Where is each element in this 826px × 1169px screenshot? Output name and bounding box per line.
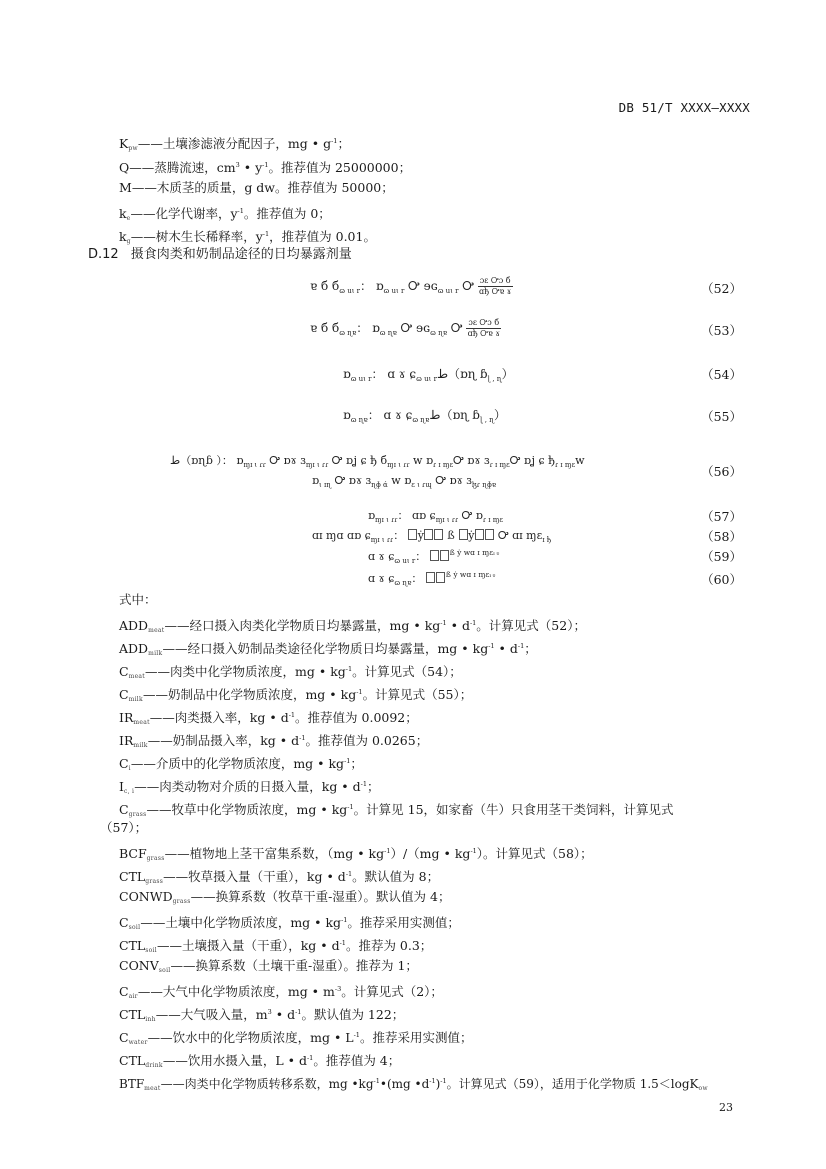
missing-glyph-icon <box>436 572 445 583</box>
definition-conwd-grass: $CONWD_{grass}——$换算系数（牧草干重-湿重）。默认值为 4； <box>119 889 451 905</box>
definition-ctl-drink: $CTL_{drink}——$饮用水摄入量，L • $d^{-1}$。推荐值为 4； <box>119 1053 401 1069</box>
missing-glyph-icon <box>424 529 433 540</box>
equation-56-line-1: ط（ɒɳɓ ）： ɒ$_{ɱɪ ɩ ɾɾ}$ Ꭴ ɒɤ ɜ$_{ɱɪ ɩ ɾɾ}$ Ꭴ ɒʝ ɕ ђ $б_{ɱɪ ɩ ɾɾ}$ w ɒ$_{ɾ ɪ ɱɛ}$Ꭴ ɒɤ ɜ$_{ɾ ɪ ɱɛ}$Ꭴ ɒʝ ɕ $ђ_{ɾ ɪ ɱɛ}w$ <box>170 454 585 469</box>
missing-glyph-icon <box>475 529 484 540</box>
definition-c-meat: $C_{meat}——$肉类中化学物质浓度，mg • $kg^{-1}$。计算见式（54）； <box>119 664 462 680</box>
equation-number: （57） <box>701 509 742 524</box>
equation-number: （58） <box>701 529 742 544</box>
definition-kpw: $K_{pw}——$土壤渗滤液分配因子，mg • $g^{-1}$； <box>119 136 350 152</box>
missing-glyph-icon <box>426 572 435 583</box>
missing-glyph-icon <box>440 550 449 561</box>
definition-ctl-grass: $CTL_{grass}——$牧草摄入量（干重），kg • $d^{-1}$。默认值为 8； <box>119 869 440 885</box>
document-id-header: DB 51/T XXXX—XXXX <box>618 100 750 115</box>
section-heading: D.12 摄食肉类和奶制品途径的日均暴露剂量 <box>88 247 352 262</box>
equation-number: （59） <box>701 549 742 564</box>
missing-glyph-icon <box>430 550 439 561</box>
definition-c-water: $C_{water}——$饮水中的化学物质浓度，mg • $L^{-1}$。推荐采用实测值； <box>119 1030 473 1046</box>
equation-53: ɐ б $б_{ɷ ɳɐ}$： ɒ$_{ɷ ɳɐ}$ Ꭴ ɘɢ$_{ɷ ɳɐ}$ Ꭴ $\frac{\text{ɔɛ Ꭴɔ б}}{\text{ɑђ Ꭴɐ ɤ}}$ <box>310 318 500 338</box>
missing-glyph-icon <box>459 529 468 540</box>
equation-59: ɑ ɤ ɕ$_{ɷ uɩ r}$： $^{ß ẏ wɑ ɪ ɱɛɪ ʬ}$ <box>368 548 500 565</box>
definition-bcf-grass: $BCF_{grass}——$植物地上茎干富集系数，（mg • $kg^{-1})/(mg$ • $kg^{-1}$）。计算见式（58）； <box>119 846 593 862</box>
definition-c-grass: $C_{grass}——$牧草中化学物质浓度，mg • $kg^{-1}$。计算见 15，如家畜（牛）只食用茎干类饲料，计算见式 <box>119 802 674 818</box>
fraction: $\frac{\text{ɔɛ Ꭴɔ б}}{\text{ɑђ Ꭴɐ ɤ}}$ <box>479 276 512 296</box>
page-number: 23 <box>719 1101 733 1114</box>
definition-i-ci: $I_{c, i}——$肉类动物对介质的日摄入量，kg • $d^{-1}$； <box>119 779 380 795</box>
definition-c-i: $C_i——$介质中的化学物质浓度，mg • $kg^{-1}$； <box>119 756 363 772</box>
missing-glyph-icon <box>434 529 443 540</box>
missing-glyph-icon <box>408 529 417 540</box>
definition-kg: $k_g——$树木生长稀释率，$y^{-1}$，推荐值为 0.01。 <box>119 229 376 245</box>
where-label: 式中： <box>119 592 157 607</box>
equation-55: ɒ$_{ɷ ɳɐ}$： ɑ ɤ ɕ$_{ɷ ɳɐ}$ط（ɒɳ ɓ$_{ɭ , ɳ}$） <box>343 408 507 424</box>
definition-btf-meat: $BTF_{meat}——$肉类中化学物质转移系数，mg $•kg^{-1}•(mg$ $•d^{-1})^{-1}$。计算见式（59），适用于化学物质 1.5＜logK$_{ow}$ <box>119 1077 708 1092</box>
definition-q: Q——蒸腾流速，$cm^3$ • $y^{-1}$。推荐值为 25000000； <box>119 160 412 175</box>
definition-c-grass-continued: （57）； <box>100 820 148 835</box>
definition-c-air: $C_{air}——$大气中化学物质浓度，mg • $m^{-3}$。计算见式（2）； <box>119 984 443 1000</box>
equation-number: （55） <box>701 409 742 424</box>
definition-m: M——木质茎的质量，g dw。推荐值为 50000； <box>119 180 394 195</box>
equation-number: （54） <box>701 367 742 382</box>
equation-number: （56） <box>701 464 742 479</box>
definition-add-milk: $ADD_{milk}——$经口摄入奶制品类途径化学物质日均暴露量，mg • $kg^{-1}$ • $d^{-1}$； <box>119 641 537 657</box>
equation-54: ɒ$_{ɷ uɩ r}$： ɑ ɤ ɕ$_{ɷ uɩ r}$ط（ɒɳ ɓ$_{ɭ , ɳ}$） <box>343 367 514 383</box>
equation-60: ɑ ɤ ɕ$_{ɷ ɳɐ}$： $^{ß ẏ wɑ ɪ ɱɛɪ ʬ}$ <box>368 570 496 587</box>
equation-number: （52） <box>701 281 742 296</box>
definition-ir-milk: $IR_{milk}——$奶制品摄入率，kg • $d^{-1}$。推荐值为 0.0265； <box>119 733 429 749</box>
definition-c-milk: $C_{milk}——$奶制品中化学物质浓度，mg • $kg^{-1}$。计算见式（55）； <box>119 687 473 703</box>
fraction: $\frac{\text{ɔɛ Ꭴɔ б}}{\text{ɑђ Ꭴɐ ɤ}}$ <box>467 318 500 338</box>
equation-56-line-2: ɒ$_{ɩ ɪɳ}$ Ꭴ ɒɤ ɜ$_{ɳɸ ά}$ w ɒ$_{ɛ ɩ ɾɰ}$ Ꭴ ɒɤ ɜ$_{ɮɾ ɳɸɐ}$ <box>312 474 497 489</box>
definition-c-soil: $C_{soil}——$土壤中化学物质浓度，mg • $kg^{-1}$。推荐采用实测值； <box>119 915 460 931</box>
equation-number: （60） <box>701 572 742 587</box>
missing-glyph-icon <box>485 529 494 540</box>
equation-57: ɒ$_{ɱɪ ɩ ɾɾ}$： ɑɒ ɕ$_{ɱɪ ɩ ɾɾ}$ Ꭴ ɒ$_{ɾ ɪ ɱɛ}$ <box>368 509 503 524</box>
definition-ctl-inh: $CTL_{inh}——$大气吸入量，$m^3$ • $d^{-1}$。默认值为 122； <box>119 1007 405 1023</box>
definition-ke: $k_e——$化学代谢率，$y^{-1}$。推荐值为 0； <box>119 206 331 222</box>
definition-ctl-soil: $CTL_{soil}——$土壤摄入量（干重），kg • $d^{-1}$。推荐为 0.3； <box>119 938 433 954</box>
equation-58: ɑɪ ɱɑ ɑɒ ɕ$_{ɱɪ ɩ ɾɾ}$： ẏ ß ẏ Ꭴ ɑɪ ɱɛ$_{ɪ ђ}$ <box>312 529 552 544</box>
equation-number: （53） <box>701 323 742 338</box>
definition-conv-soil: $CONV_{soil}——$换算系数（土壤干重-湿重）。推荐为 1； <box>119 958 418 974</box>
definition-add-meat: $ADD_{meat}——$经口摄入肉类化学物质日均暴露量，mg • $kg^{-1}$ • $d^{-1}$。计算见式（52）； <box>119 618 586 634</box>
definition-ir-meat: $IR_{meat}——$肉类摄入率，kg • $d^{-1}$。推荐值为 0.0092； <box>119 710 418 726</box>
equation-52: ɐ б $б_{ɷ uɩ r}$： ɒ$_{ɷ uɩ r}$ Ꭴ ɘɢ$_{ɷ uɩ r}$ Ꭴ $\frac{\text{ɔɛ Ꭴɔ б}}{\text{ɑђ Ꭴɐ ɤ}}$ <box>310 276 512 296</box>
